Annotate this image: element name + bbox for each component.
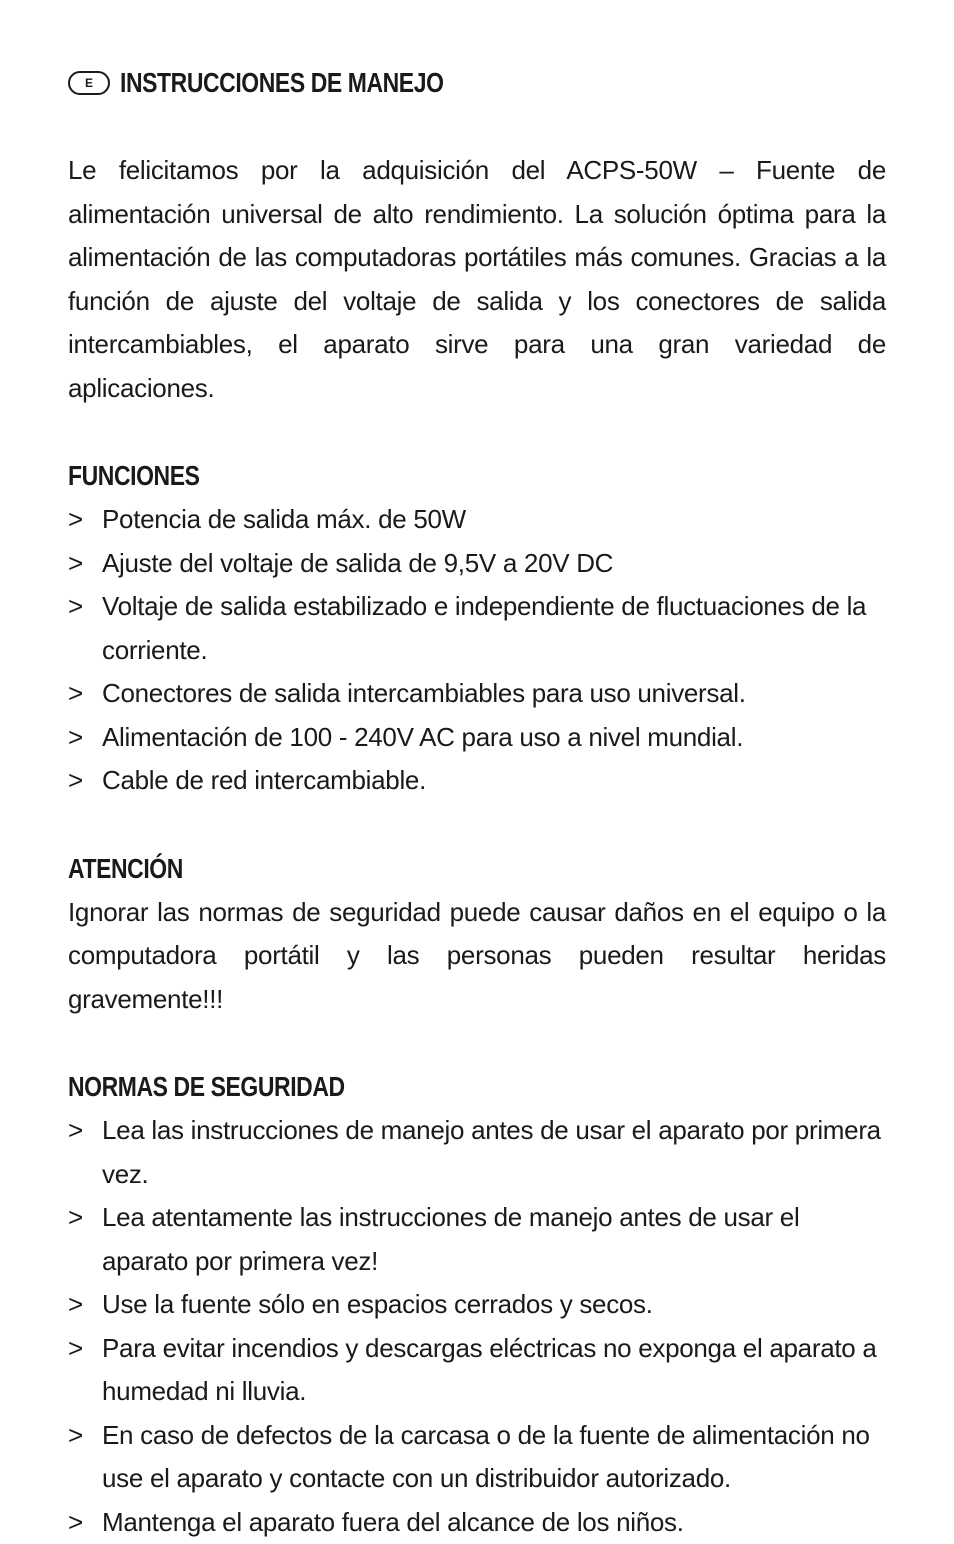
funciones-list [68,498,886,803]
list-item-text: Cable de red intercambiable. [102,765,426,795]
list-item-text: Voltaje de salida estabilizado e independiente de fluctuaciones de la corriente. [102,591,866,665]
list-item [68,1109,886,1196]
page-title: INSTRUCCIONES DE MANEJO [120,67,444,99]
bullet-marker: > [68,672,83,716]
list-item [68,1414,886,1501]
list-item [68,716,886,760]
list-item [68,1327,886,1414]
list-item [68,672,886,716]
atencion-heading: ATENCIÓN [68,847,739,891]
list-item [68,759,886,803]
list-item [68,498,886,542]
normas-heading: NORMAS DE SEGURIDAD [68,1065,739,1109]
bullet-marker: > [68,759,83,803]
list-item [68,1501,886,1544]
section-atencion [68,847,886,1022]
normas-list [68,1109,886,1544]
list-item-text: Lea las instrucciones de manejo antes de usar el aparato por primera vez. [102,1115,881,1189]
list-item-text: Potencia de salida máx. de 50W [102,504,466,534]
list-item-text: En caso de defectos de la carcasa o de la fuente de alimentación no use el aparato y contacte con un distribuidor autorizado. [102,1420,870,1494]
document-page [68,60,886,1544]
bullet-marker: > [68,1327,83,1371]
list-item-text: Mantenga el aparato fuera del alcance de los niños. [102,1507,684,1537]
list-item-text: Conectores de salida intercambiables para uso universal. [102,678,746,708]
intro-paragraph: Le felicitamos por la adquisición del ACPS-50W – Fuente de alimentación universal de alto rendimiento. La solución óptima para la alimentación de las computadoras portátiles más comunes. Gracias a la función de ajuste del voltaje de salida y los conectores de salida intercambiables, el aparato sirve para una gran variedad de aplicaciones. [68,149,886,410]
section-funciones [68,454,886,803]
list-item-text: Ajuste del voltaje de salida de 9,5V a 20V DC [102,548,613,578]
bullet-marker: > [68,585,83,629]
bullet-marker: > [68,542,83,586]
bullet-marker: > [68,498,83,542]
bullet-marker: > [68,1196,83,1240]
funciones-heading: FUNCIONES [68,454,739,498]
list-item-text: Lea atentamente las instrucciones de manejo antes de usar el aparato por primera vez! [102,1202,799,1276]
list-item [68,542,886,586]
bullet-marker: > [68,1109,83,1153]
bullet-marker: > [68,1501,83,1544]
list-item [68,1283,886,1327]
document-header [68,60,886,106]
list-item-text: Use la fuente sólo en espacios cerrados y secos. [102,1289,653,1319]
atencion-paragraph: Ignorar las normas de seguridad puede causar daños en el equipo o la computadora portátil y las personas pueden resultar heridas gravemente!!! [68,891,886,1022]
section-normas [68,1065,886,1544]
bullet-marker: > [68,1283,83,1327]
list-item [68,585,886,672]
bullet-marker: > [68,716,83,760]
list-item [68,1196,886,1283]
bullet-marker: > [68,1414,83,1458]
list-item-text: Para evitar incendios y descargas eléctricas no exponga el aparato a humedad ni lluvia. [102,1333,877,1407]
list-item-text: Alimentación de 100 - 240V AC para uso a nivel mundial. [102,722,743,752]
language-badge: E [68,71,110,95]
